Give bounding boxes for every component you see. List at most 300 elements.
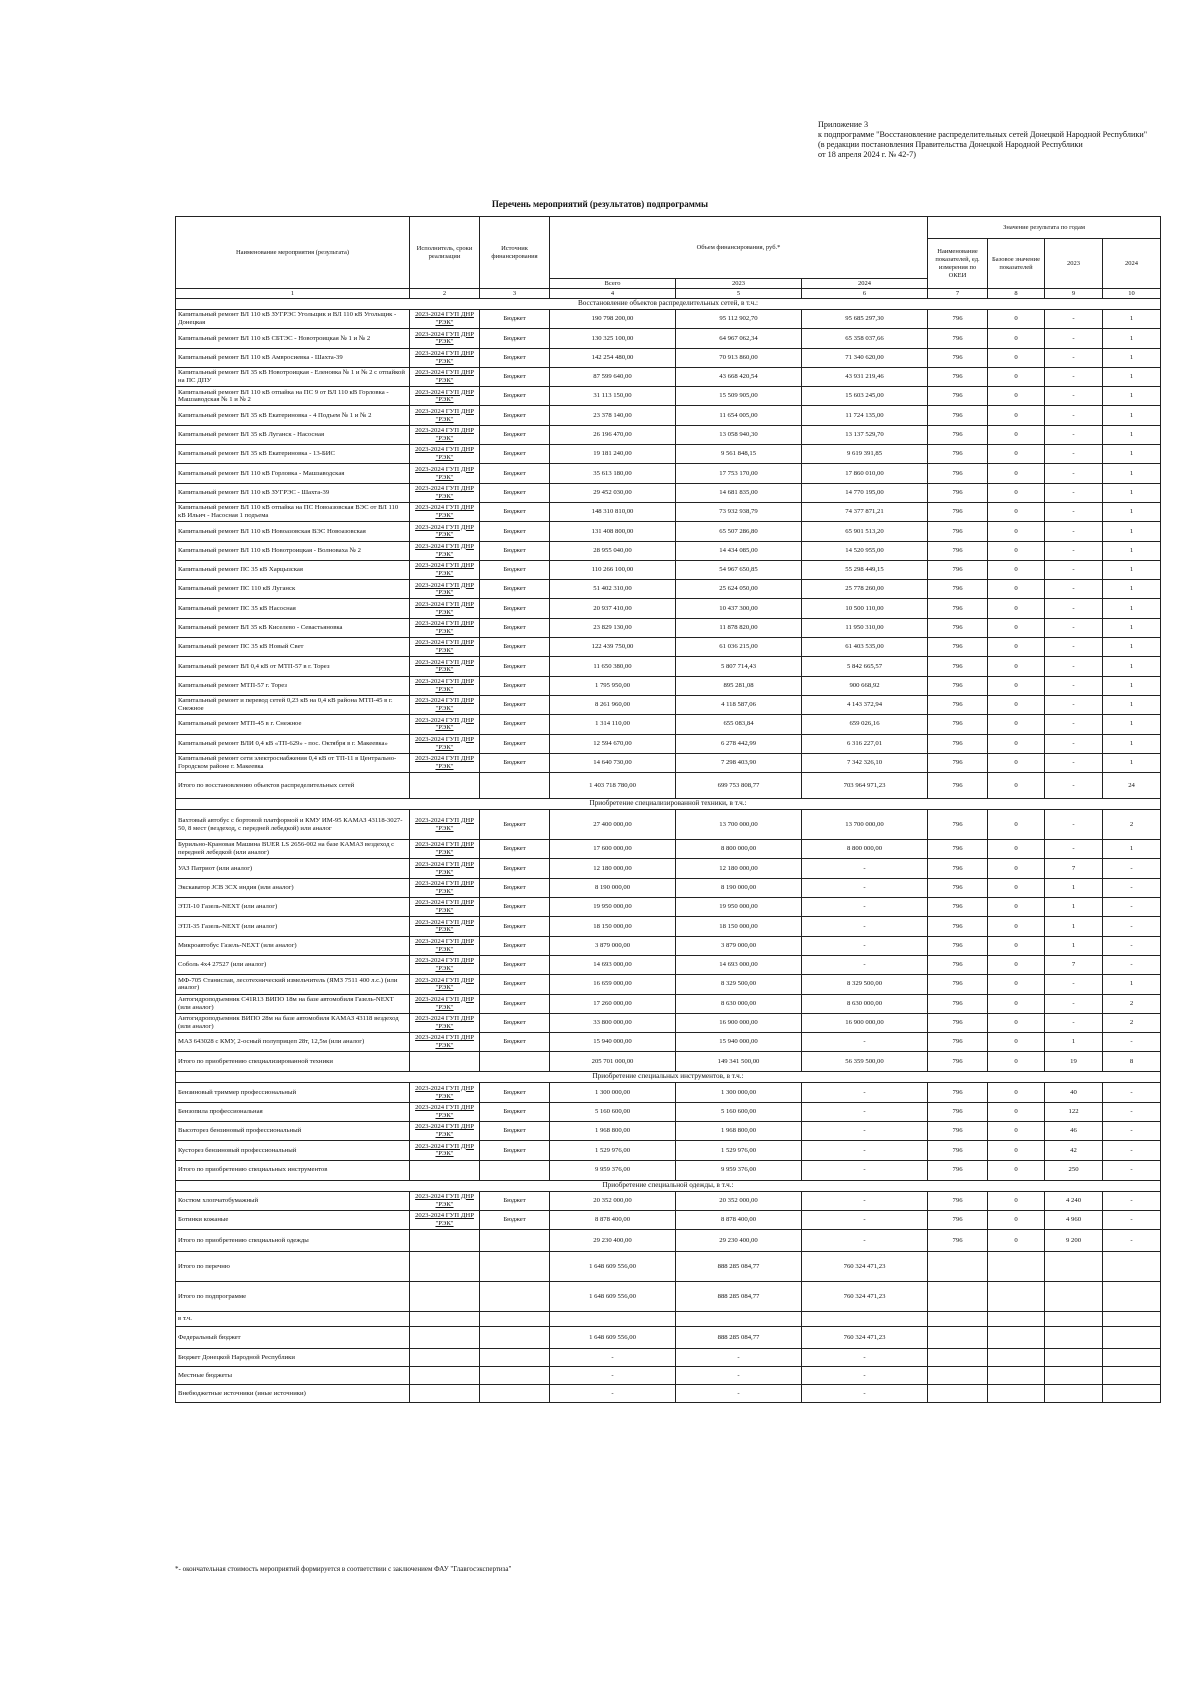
- amount-total: 27 400 000,00: [550, 810, 676, 840]
- amount-total: 9 959 376,00: [550, 1160, 676, 1180]
- table-row: [176, 975, 1161, 994]
- executor: 2023-2024 ГУП ДНР "РЭК": [410, 560, 480, 579]
- result-2023: -: [1045, 840, 1103, 859]
- result-2023: [1045, 1312, 1103, 1327]
- executor: 2023-2024 ГУП ДНР "РЭК": [410, 1210, 480, 1229]
- table-row: [176, 387, 1161, 406]
- funding-source: Бюджет: [480, 1102, 550, 1121]
- summary-name: Итого по подпрограмме: [176, 1282, 410, 1312]
- base-value: 0: [988, 406, 1045, 425]
- measure-name: МАЗ 643028 с КМУ, 2-осный полуприцеп 28т, 12,5м (или аналог): [176, 1033, 410, 1052]
- result-2023: -: [1045, 367, 1103, 386]
- executor: 2023-2024 ГУП ДНР "РЭК": [410, 329, 480, 348]
- amount-2023: 8 329 500,00: [676, 975, 802, 994]
- result-2023: -: [1045, 1013, 1103, 1032]
- funding-source: Бюджет: [480, 753, 550, 772]
- base-value: 0: [988, 734, 1045, 753]
- base-value: 0: [988, 483, 1045, 502]
- base-value: 0: [988, 1102, 1045, 1121]
- funding-source: Бюджет: [480, 657, 550, 676]
- executor: [410, 1252, 480, 1282]
- executor: 2023-2024 ГУП ДНР "РЭК": [410, 425, 480, 444]
- amount-2024: 14 770 195,00: [802, 483, 928, 502]
- table-row: [176, 994, 1161, 1013]
- amount-total: 11 650 380,00: [550, 657, 676, 676]
- measure-name: Кусторез бензиновый профессиональный: [176, 1141, 410, 1160]
- amount-total: 23 829 130,00: [550, 618, 676, 637]
- okei-code: 796: [928, 1230, 988, 1252]
- result-2024: 1: [1103, 715, 1161, 734]
- result-2024: -: [1103, 1083, 1161, 1102]
- base-value: 0: [988, 936, 1045, 955]
- header-base: Базовое значение показателей: [988, 239, 1045, 289]
- footnote: *- окончательная стоимость мероприятий формируется в соответствии с заключением ФАУ "Главгосэкспертиза": [175, 1565, 512, 1573]
- table-row: [176, 445, 1161, 464]
- section-title: Приобретение специальной одежды, в т.ч.:: [176, 1180, 1161, 1191]
- okei-code: 796: [928, 859, 988, 878]
- okei-code: 796: [928, 483, 988, 502]
- okei-code: 796: [928, 1121, 988, 1140]
- funding-source: [480, 1252, 550, 1282]
- amount-2024: 43 931 219,46: [802, 367, 928, 386]
- amount-total: -: [550, 1367, 676, 1385]
- measure-name: Капитальный ремонт ВЛ 110 кВ ЗУГРЭС Угольщик и ВЛ 110 кВ Угольщик - Донецкая: [176, 310, 410, 329]
- executor: 2023-2024 ГУП ДНР "РЭК": [410, 695, 480, 714]
- amount-2023: 699 753 808,77: [676, 773, 802, 799]
- measure-name: Костюм хлопчатобумажный: [176, 1191, 410, 1210]
- result-2023: -: [1045, 580, 1103, 599]
- amount-2024: 703 964 971,23: [802, 773, 928, 799]
- funding-source: [480, 1160, 550, 1180]
- executor: 2023-2024 ГУП ДНР "РЭК": [410, 840, 480, 859]
- amount-2023: 18 150 000,00: [676, 917, 802, 936]
- amount-2023: 14 693 000,00: [676, 955, 802, 974]
- amount-2024: 14 520 955,00: [802, 541, 928, 560]
- result-2023: -: [1045, 994, 1103, 1013]
- amount-2024: 10 500 110,00: [802, 599, 928, 618]
- result-2023: -: [1045, 348, 1103, 367]
- table-row: [176, 753, 1161, 772]
- result-2024: -: [1103, 917, 1161, 936]
- executor: 2023-2024 ГУП ДНР "РЭК": [410, 1102, 480, 1121]
- executor: 2023-2024 ГУП ДНР "РЭК": [410, 445, 480, 464]
- funding-source: Бюджет: [480, 502, 550, 521]
- funding-source: Бюджет: [480, 1083, 550, 1102]
- result-2023: 46: [1045, 1121, 1103, 1140]
- amount-2023: 95 112 902,70: [676, 310, 802, 329]
- funding-source: Бюджет: [480, 367, 550, 386]
- base-value: 0: [988, 464, 1045, 483]
- table-row: [176, 483, 1161, 502]
- okei-code: 796: [928, 994, 988, 1013]
- funding-source: Бюджет: [480, 676, 550, 695]
- column-number: 8: [988, 289, 1045, 299]
- funding-source: [480, 1367, 550, 1385]
- okei-code: 796: [928, 917, 988, 936]
- okei-code: 796: [928, 1013, 988, 1032]
- okei-code: 796: [928, 936, 988, 955]
- header-2023: 2023: [676, 279, 802, 289]
- amount-total: 1 529 976,00: [550, 1141, 676, 1160]
- result-2024: 2: [1103, 994, 1161, 1013]
- result-2023: -: [1045, 810, 1103, 840]
- amount-2023: 65 507 286,80: [676, 522, 802, 541]
- table-row: [176, 1210, 1161, 1229]
- funding-source: Бюджет: [480, 348, 550, 367]
- amount-total: 33 800 000,00: [550, 1013, 676, 1032]
- base-value: 0: [988, 994, 1045, 1013]
- table-row: [176, 638, 1161, 657]
- okei-code: [928, 1385, 988, 1403]
- amount-2023: 8 190 000,00: [676, 878, 802, 897]
- amount-total: 1 648 609 556,00: [550, 1252, 676, 1282]
- okei-code: 796: [928, 502, 988, 521]
- okei-code: 796: [928, 638, 988, 657]
- okei-code: 796: [928, 560, 988, 579]
- okei-code: 796: [928, 1033, 988, 1052]
- okei-code: 796: [928, 734, 988, 753]
- measure-name: Бурильно-Крановая Машина BUER LS 2656-002 на базе КАМАЗ вездеход с передней лебедкой (или аналог): [176, 840, 410, 859]
- result-2023: 1: [1045, 898, 1103, 917]
- amount-2024: -: [802, 955, 928, 974]
- okei-code: 796: [928, 878, 988, 897]
- base-value: 0: [988, 502, 1045, 521]
- base-value: 0: [988, 387, 1045, 406]
- amount-2024: 95 685 297,30: [802, 310, 928, 329]
- executor: [410, 1052, 480, 1072]
- base-value: 0: [988, 348, 1045, 367]
- executor: [410, 1230, 480, 1252]
- base-value: 0: [988, 1191, 1045, 1210]
- funding-source: Бюджет: [480, 483, 550, 502]
- measure-name: Автогидроподъемник ВИПО 28м на базе автомобиля КАМАЗ 43118 вездеход (или аналог): [176, 1013, 410, 1032]
- measure-name: МФ-705 Станислав, лесотехнический измельчитель (ЯМЗ 7511 400 л.с.) (или аналог): [176, 975, 410, 994]
- okei-code: 796: [928, 425, 988, 444]
- section-row: [176, 1180, 1161, 1191]
- table-row: [176, 715, 1161, 734]
- amount-2023: 14 681 835,00: [676, 483, 802, 502]
- funding-source: Бюджет: [480, 406, 550, 425]
- amount-2023: 888 285 084,77: [676, 1282, 802, 1312]
- okei-code: [928, 1252, 988, 1282]
- result-2024: [1103, 1252, 1161, 1282]
- base-value: [988, 1327, 1045, 1349]
- amount-total: 23 378 140,00: [550, 406, 676, 425]
- funding-source: Бюджет: [480, 840, 550, 859]
- funding-source: Бюджет: [480, 734, 550, 753]
- result-2023: 19: [1045, 1052, 1103, 1072]
- amount-2023: 895 281,08: [676, 676, 802, 695]
- executor: 2023-2024 ГУП ДНР "РЭК": [410, 955, 480, 974]
- summary-name: Федеральный бюджет: [176, 1327, 410, 1349]
- amount-2023: 20 352 000,00: [676, 1191, 802, 1210]
- executor: [410, 1327, 480, 1349]
- executor: 2023-2024 ГУП ДНР "РЭК": [410, 734, 480, 753]
- result-2023: 4 960: [1045, 1210, 1103, 1229]
- executor: 2023-2024 ГУП ДНР "РЭК": [410, 348, 480, 367]
- result-2024: -: [1103, 955, 1161, 974]
- measure-name: УАЗ Патриот (или аналог): [176, 859, 410, 878]
- header-name: Наименование мероприятия (результата): [176, 217, 410, 289]
- result-2023: -: [1045, 657, 1103, 676]
- table-row: [176, 1083, 1161, 1102]
- base-value: 0: [988, 541, 1045, 560]
- base-value: 0: [988, 618, 1045, 637]
- amount-2024: 15 603 245,00: [802, 387, 928, 406]
- executor: [410, 1349, 480, 1367]
- executor: 2023-2024 ГУП ДНР "РЭК": [410, 975, 480, 994]
- result-2024: [1103, 1282, 1161, 1312]
- amount-total: -: [550, 1349, 676, 1367]
- result-2023: -: [1045, 541, 1103, 560]
- amount-2024: -: [802, 1230, 928, 1252]
- column-number: 6: [802, 289, 928, 299]
- amount-2024: 8 329 500,00: [802, 975, 928, 994]
- amount-total: 205 701 000,00: [550, 1052, 676, 1072]
- amount-total: 130 325 100,00: [550, 329, 676, 348]
- column-number: 10: [1103, 289, 1161, 299]
- amount-2023: 9 561 848,15: [676, 445, 802, 464]
- amount-2024: [802, 1312, 928, 1327]
- executor: 2023-2024 ГУП ДНР "РЭК": [410, 483, 480, 502]
- section-title: Приобретение специализированной техники, в т.ч.:: [176, 799, 1161, 810]
- result-2023: [1045, 1349, 1103, 1367]
- measure-name: Капитальный ремонт ВЛ 35 кВ Новотроицкая - Еленовка № 1 и № 2 с отпайкой на ПС ДПУ: [176, 367, 410, 386]
- amount-2024: 11 950 310,00: [802, 618, 928, 637]
- funding-source: Бюджет: [480, 936, 550, 955]
- section-title: Восстановление объектов распределительных сетей, в т.ч.:: [176, 299, 1161, 310]
- amount-2024: -: [802, 1033, 928, 1052]
- result-2024: 1: [1103, 599, 1161, 618]
- summary-name: Внебюджетные источники (иные источники): [176, 1385, 410, 1403]
- measure-name: Автогидроподъемник С41R13 ВИПО 18м на базе автомобиля Газель-NEXT (или аналог): [176, 994, 410, 1013]
- funding-source: Бюджет: [480, 541, 550, 560]
- result-2023: -: [1045, 638, 1103, 657]
- table-row: [176, 878, 1161, 897]
- summary-row: [176, 1312, 1161, 1327]
- base-value: 0: [988, 329, 1045, 348]
- measure-name: Капитальный ремонт ВЛ 110 кВ СБТЭС - Новотроицкая № 1 и № 2: [176, 329, 410, 348]
- base-value: 0: [988, 1210, 1045, 1229]
- base-value: 0: [988, 840, 1045, 859]
- okei-code: 796: [928, 599, 988, 618]
- amount-2023: 70 913 860,00: [676, 348, 802, 367]
- amount-2024: 760 324 471,23: [802, 1282, 928, 1312]
- table-row: [176, 1121, 1161, 1140]
- result-2023: -: [1045, 618, 1103, 637]
- amount-2023: 888 285 084,77: [676, 1327, 802, 1349]
- executor: 2023-2024 ГУП ДНР "РЭК": [410, 657, 480, 676]
- result-2023: -: [1045, 599, 1103, 618]
- amount-2023: -: [676, 1349, 802, 1367]
- result-2024: -: [1103, 878, 1161, 897]
- amount-total: [550, 1312, 676, 1327]
- measure-name: Итого по приобретению специальной одежды: [176, 1230, 410, 1252]
- result-2024: [1103, 1349, 1161, 1367]
- measure-name: Капитальный ремонт ВЛ 110 кВ Амвросиевка - Шахта-39: [176, 348, 410, 367]
- base-value: 0: [988, 560, 1045, 579]
- result-2024: 8: [1103, 1052, 1161, 1072]
- executor: 2023-2024 ГУП ДНР "РЭК": [410, 638, 480, 657]
- funding-source: Бюджет: [480, 859, 550, 878]
- funding-source: Бюджет: [480, 638, 550, 657]
- result-2023: -: [1045, 387, 1103, 406]
- amount-total: 190 798 200,00: [550, 310, 676, 329]
- amount-total: 15 940 000,00: [550, 1033, 676, 1052]
- result-2023: -: [1045, 715, 1103, 734]
- measure-name: Капитальный ремонт ПС 35 кВ Насосная: [176, 599, 410, 618]
- result-2024: -: [1103, 1033, 1161, 1052]
- measure-name: Капитальный ремонт ПС 110 кВ Луганск: [176, 580, 410, 599]
- amount-2023: 73 932 938,79: [676, 502, 802, 521]
- result-2024: -: [1103, 936, 1161, 955]
- result-2023: -: [1045, 560, 1103, 579]
- appendix-line-1: Приложение 3: [818, 120, 869, 129]
- result-2024: [1103, 1327, 1161, 1349]
- result-2024: 1: [1103, 348, 1161, 367]
- executor: 2023-2024 ГУП ДНР "РЭК": [410, 753, 480, 772]
- table-row: [176, 1102, 1161, 1121]
- executor: [410, 773, 480, 799]
- okei-code: 796: [928, 310, 988, 329]
- okei-code: [928, 1327, 988, 1349]
- okei-code: 796: [928, 810, 988, 840]
- amount-2024: -: [802, 1349, 928, 1367]
- base-value: 0: [988, 715, 1045, 734]
- base-value: 0: [988, 955, 1045, 974]
- amount-total: 12 594 670,00: [550, 734, 676, 753]
- base-value: 0: [988, 445, 1045, 464]
- result-2024: 1: [1103, 657, 1161, 676]
- amount-2023: 3 879 000,00: [676, 936, 802, 955]
- funding-source: Бюджет: [480, 715, 550, 734]
- measure-name: Капитальный ремонт ПС 35 кВ Новый Свет: [176, 638, 410, 657]
- header-source: Источник финансирования: [480, 217, 550, 289]
- summary-name: Итого по перечню: [176, 1252, 410, 1282]
- measure-name: Итого по приобретению специализированной техники: [176, 1052, 410, 1072]
- result-2023: -: [1045, 406, 1103, 425]
- summary-name: Местные бюджеты: [176, 1367, 410, 1385]
- table-row: [176, 1033, 1161, 1052]
- amount-total: 31 113 150,00: [550, 387, 676, 406]
- measure-name: Капитальный ремонт ВЛ 110 кВ Новотроицкая - Волноваха № 2: [176, 541, 410, 560]
- amount-2024: -: [802, 1083, 928, 1102]
- funding-source: Бюджет: [480, 878, 550, 897]
- result-2024: 1: [1103, 483, 1161, 502]
- amount-2023: 19 950 000,00: [676, 898, 802, 917]
- amount-total: 142 254 480,00: [550, 348, 676, 367]
- amount-2023: 61 036 215,00: [676, 638, 802, 657]
- measure-name: Капитальный ремонт ВЛ 110 кВ отпайка на ПС 9 от ВЛ 110 кВ Горловка - Машзаводская № 1 и № 2: [176, 387, 410, 406]
- header-volume: Объем финансирования, руб.*: [550, 217, 928, 279]
- result-2024: 1: [1103, 367, 1161, 386]
- executor: [410, 1385, 480, 1403]
- okei-code: 796: [928, 1083, 988, 1102]
- funding-source: Бюджет: [480, 955, 550, 974]
- amount-2023: 1 968 800,00: [676, 1121, 802, 1140]
- executor: 2023-2024 ГУП ДНР "РЭК": [410, 541, 480, 560]
- result-2024: 1: [1103, 522, 1161, 541]
- amount-2023: 5 160 600,00: [676, 1102, 802, 1121]
- column-number: 9: [1045, 289, 1103, 299]
- funding-source: Бюджет: [480, 810, 550, 840]
- total-row: [176, 1160, 1161, 1180]
- measure-name: Капитальный ремонт ВЛ 110 кВ отпайка на ПС Новоазовская ВЭС от ВЛ 110 кВ Ильич - Насосная 1 подъема: [176, 502, 410, 521]
- executor: 2023-2024 ГУП ДНР "РЭК": [410, 1083, 480, 1102]
- result-2023: 4 240: [1045, 1191, 1103, 1210]
- executor: 2023-2024 ГУП ДНР "РЭК": [410, 676, 480, 695]
- amount-2024: 4 143 372,94: [802, 695, 928, 714]
- amount-total: 17 600 000,00: [550, 840, 676, 859]
- base-value: 0: [988, 580, 1045, 599]
- funding-source: Бюджет: [480, 994, 550, 1013]
- okei-code: 796: [928, 753, 988, 772]
- amount-2023: 1 300 000,00: [676, 1083, 802, 1102]
- executor: 2023-2024 ГУП ДНР "РЭК": [410, 1013, 480, 1032]
- result-2024: 1: [1103, 734, 1161, 753]
- funding-source: Бюджет: [480, 329, 550, 348]
- amount-2023: 7 298 403,90: [676, 753, 802, 772]
- funding-source: [480, 1312, 550, 1327]
- base-value: 0: [988, 1013, 1045, 1032]
- amount-2024: 13 137 529,70: [802, 425, 928, 444]
- result-2024: 1: [1103, 406, 1161, 425]
- funding-source: [480, 1282, 550, 1312]
- amount-total: 1 968 800,00: [550, 1121, 676, 1140]
- executor: 2023-2024 ГУП ДНР "РЭК": [410, 1191, 480, 1210]
- amount-2024: 17 860 010,00: [802, 464, 928, 483]
- base-value: 0: [988, 1160, 1045, 1180]
- measure-name: Итого по приобретению специальных инструментов: [176, 1160, 410, 1180]
- measure-name: Вахтовый автобус с бортовой платформой и КМУ ИМ-95 КАМАЗ 43118-3027-50, 8 мест (вездеход, с передней лебедкой) или аналог: [176, 810, 410, 840]
- header-executor: Исполнитель, сроки реализации: [410, 217, 480, 289]
- okei-code: [928, 1349, 988, 1367]
- funding-source: Бюджет: [480, 445, 550, 464]
- base-value: 0: [988, 638, 1045, 657]
- table-row: [176, 599, 1161, 618]
- amount-2023: 25 624 050,00: [676, 580, 802, 599]
- base-value: 0: [988, 1230, 1045, 1252]
- result-2024: 1: [1103, 445, 1161, 464]
- result-2024: -: [1103, 898, 1161, 917]
- result-2023: [1045, 1282, 1103, 1312]
- amount-2023: 64 967 062,34: [676, 329, 802, 348]
- result-2023: -: [1045, 483, 1103, 502]
- result-2024: 2: [1103, 810, 1161, 840]
- appendix-line-2: к подпрограмме "Восстановление распределительных сетей Донецкой Народной Республики": [818, 130, 1148, 139]
- amount-2023: 655 083,84: [676, 715, 802, 734]
- table-row: [176, 310, 1161, 329]
- amount-total: 148 310 810,00: [550, 502, 676, 521]
- result-2023: -: [1045, 329, 1103, 348]
- funding-source: [480, 1349, 550, 1367]
- amount-total: 20 352 000,00: [550, 1191, 676, 1210]
- okei-code: 796: [928, 406, 988, 425]
- base-value: 0: [988, 1083, 1045, 1102]
- base-value: [988, 1367, 1045, 1385]
- amount-2024: 25 778 260,00: [802, 580, 928, 599]
- funding-source: [480, 1385, 550, 1403]
- result-2023: 250: [1045, 1160, 1103, 1180]
- header-result-2023: 2023: [1045, 239, 1103, 289]
- table-row: [176, 917, 1161, 936]
- result-2024: 1: [1103, 310, 1161, 329]
- amount-2024: 61 403 535,00: [802, 638, 928, 657]
- amount-2023: 10 437 300,00: [676, 599, 802, 618]
- result-2024: 1: [1103, 638, 1161, 657]
- base-value: 0: [988, 773, 1045, 799]
- base-value: [988, 1282, 1045, 1312]
